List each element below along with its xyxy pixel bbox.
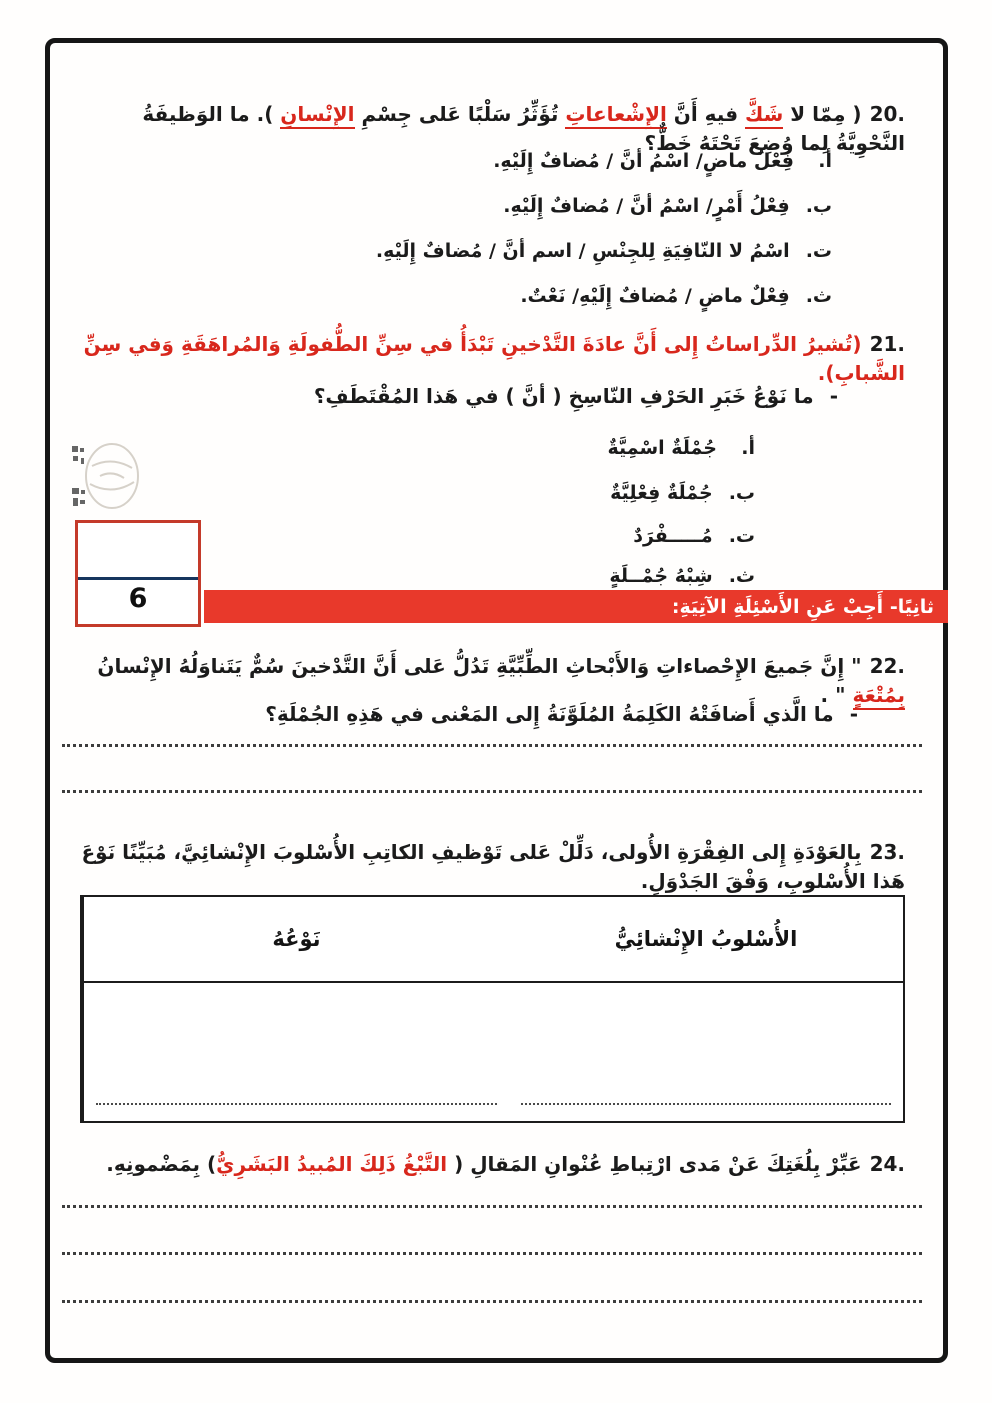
section-two-banner [204,590,948,623]
answer-dotted-line [96,1103,497,1105]
option-text: جُمْلَةٌ فِعْلِيَّةٌ [610,482,713,504]
question-22-subquestion [265,700,858,729]
question-22-colored-word: بِمُتْعَةٍ [853,683,906,710]
dash: - [849,702,858,726]
question-21-sub-text: ما نَوْعُ خَبَرِ الحَرْفِ النّاسِخِ ( أنَّ ) في هَذا المُقْتَطَفِ؟ [313,384,814,408]
section-two-banner-text: ثانِيًا- أَجِبْ عَنِ الأَسْئِلَةِ الآتِيَةِ: [671,595,934,618]
question-21-option-a [607,437,755,459]
option-text: جُمْلَةٌ اسْمِيَّةٌ [607,437,717,459]
question-23 [75,838,905,896]
answer-dotted-line [62,1300,922,1303]
question-24-number: 24. [869,1152,905,1176]
question-22: 22." إِنَّ جَميعَ الإِحْصاءاتِ وَالأَبْحاثِ الطِّبِّيَّةِ تَدُلُّ عَلى أَنَّ التَّدْخينَ سُمٌّ يَتَناوَلُهُ الإِنْسانُ بِمُتْعَةٍ " . [75,652,905,710]
question-24: 24.عَبِّرْ بِلُغَتِكَ عَنْ مَدى ارْتِباطِ عُنْوانِ المَقالِ ( التَّبْغُ ذَلِكَ المُبيدُ البَشَرِيُّ) بِمَضْمونِهِ. [106,1150,905,1179]
question-22-number: 22. [869,654,905,678]
option-text: شِبْهُ جُمْــلَةٍ [609,565,713,587]
option-text: فِعْلُ أَمْرٍ/ اسْمُ أنَّ / مُضافٌ إِلَيْهِ. [503,195,790,217]
option-letter: أ. [818,150,832,172]
question-24-text: عَبِّرْ بِلُغَتِكَ عَنْ مَدى ارْتِباطِ عُنْوانِ المَقالِ ( [447,1152,862,1176]
dash: - [829,384,838,408]
option-letter: ت. [728,525,755,547]
question-20-option-c [376,240,832,262]
question-20-underlined-word-2: الإِشْعاعاتِ [565,102,666,129]
question-21-text: (تُشيرُ الدِّراساتُ إِلى أَنَّ عادَةَ التَّدْخينِ تَبْدَأُ في سِنِّ الطُّفولَةِ وَالمُراهَقَةِ وَفي سِنِّ الشَّبابِ). [83,332,905,385]
question-22-sub-text: ما الَّذي أَضافَتْهُ الكَلِمَةُ المُلَوَّنَةُ إِلى المَعْنى في هَذِهِ الجُمْلَةِ؟ [265,702,834,726]
answer-dotted-line [62,1252,922,1255]
question-24-article-title: التَّبْغُ ذَلِكَ المُبيدُ البَشَرِيُّ [216,1152,448,1176]
option-letter: ث. [728,565,755,587]
question-20-option-a [493,150,832,172]
question-20-underlined-word-3: الإِنْسانِ [280,102,354,129]
question-20-number: 20. [869,102,905,126]
faded-stamp-image [70,436,144,518]
table-cell-type-answer [82,983,509,1121]
question-20-text: ( مِمّا لا [783,102,862,126]
table-header-type-column: نَوْعُهُ [82,897,509,983]
question-21-option-d [609,565,755,587]
table-body-row [82,983,903,1121]
option-text: مُـــــفْرَدٌ [633,525,713,547]
question-20-option-d [520,285,832,307]
option-text: اسْمُ لا النّافِيَةِ لِلجِنْسِ / اسم أنَّ / مُضافٌ إِلَيْهِ. [375,240,790,262]
question-21-subquestion [314,382,838,411]
option-letter: ت. [805,240,832,262]
page-number-divider-line [78,577,198,580]
question-20-option-b [503,195,832,217]
table-cell-style-answer [509,983,903,1121]
answer-dotted-line [62,1205,922,1208]
q23-table [80,895,905,1123]
answer-dotted-line [521,1103,891,1105]
option-text: فِعْلٌ ماضٍ/ اسْمُ أنَّ / مُضافٌ إِلَيْهِ. [493,150,794,172]
question-23-text: بِالعَوْدَةِ إِلى الفِقْرَةِ الأُولى، دَلِّلْ عَلى تَوْظيفِ الكاتِبِ الأُسْلوبَ الإِنْشائِيَّ، مُبَيِّنًا نَوْعَ هَذا الأُسْلوبِ، وَفْقَ الجَدْوَلِ. [81,840,905,893]
question-21-option-b [610,482,755,504]
option-letter: أ. [741,437,755,459]
question-20-underlined-word-1: شَكَّ [745,102,783,129]
table-header-row [82,897,903,983]
option-text: فِعْلٌ ماضٍ / مُضافٌ إِلَيْهِ/ نَعْتٌ. [520,285,790,307]
answer-dotted-line [62,744,922,747]
page-number: 6 [128,583,148,614]
question-22-text: " إِنَّ جَميعَ الإِحْصاءاتِ وَالأَبْحاثِ الطِّبِّيَّةِ تَدُلُّ عَلى أَنَّ التَّدْخينَ سُمٌّ يَتَناوَلُهُ الإِنْسانُ [97,654,862,678]
table-header-style-column: الأُسْلوبُ الإِنْشائِيُّ [509,897,903,983]
question-23-number: 23. [869,840,905,864]
option-letter: ث. [805,285,832,307]
answer-dotted-line [62,790,922,793]
option-letter: ب. [805,195,832,217]
option-letter: ب. [728,482,755,504]
question-21 [75,330,905,388]
question-21-number: 21. [869,332,905,356]
question-21-option-c [633,525,755,547]
question-20: 20.( مِمّا لا شَكَّ فيهِ أَنَّ الإِشْعاعاتِ تُؤَثِّرُ سَلْبًا عَلى جِسْمِ الإِنْسانِ ). ما الوَظيفَةُ النَّحْوِيَّةُ لِما وُضِعَ تَحْتَهُ خَطٌّ؟ [142,102,905,155]
page-number-box [75,520,201,627]
